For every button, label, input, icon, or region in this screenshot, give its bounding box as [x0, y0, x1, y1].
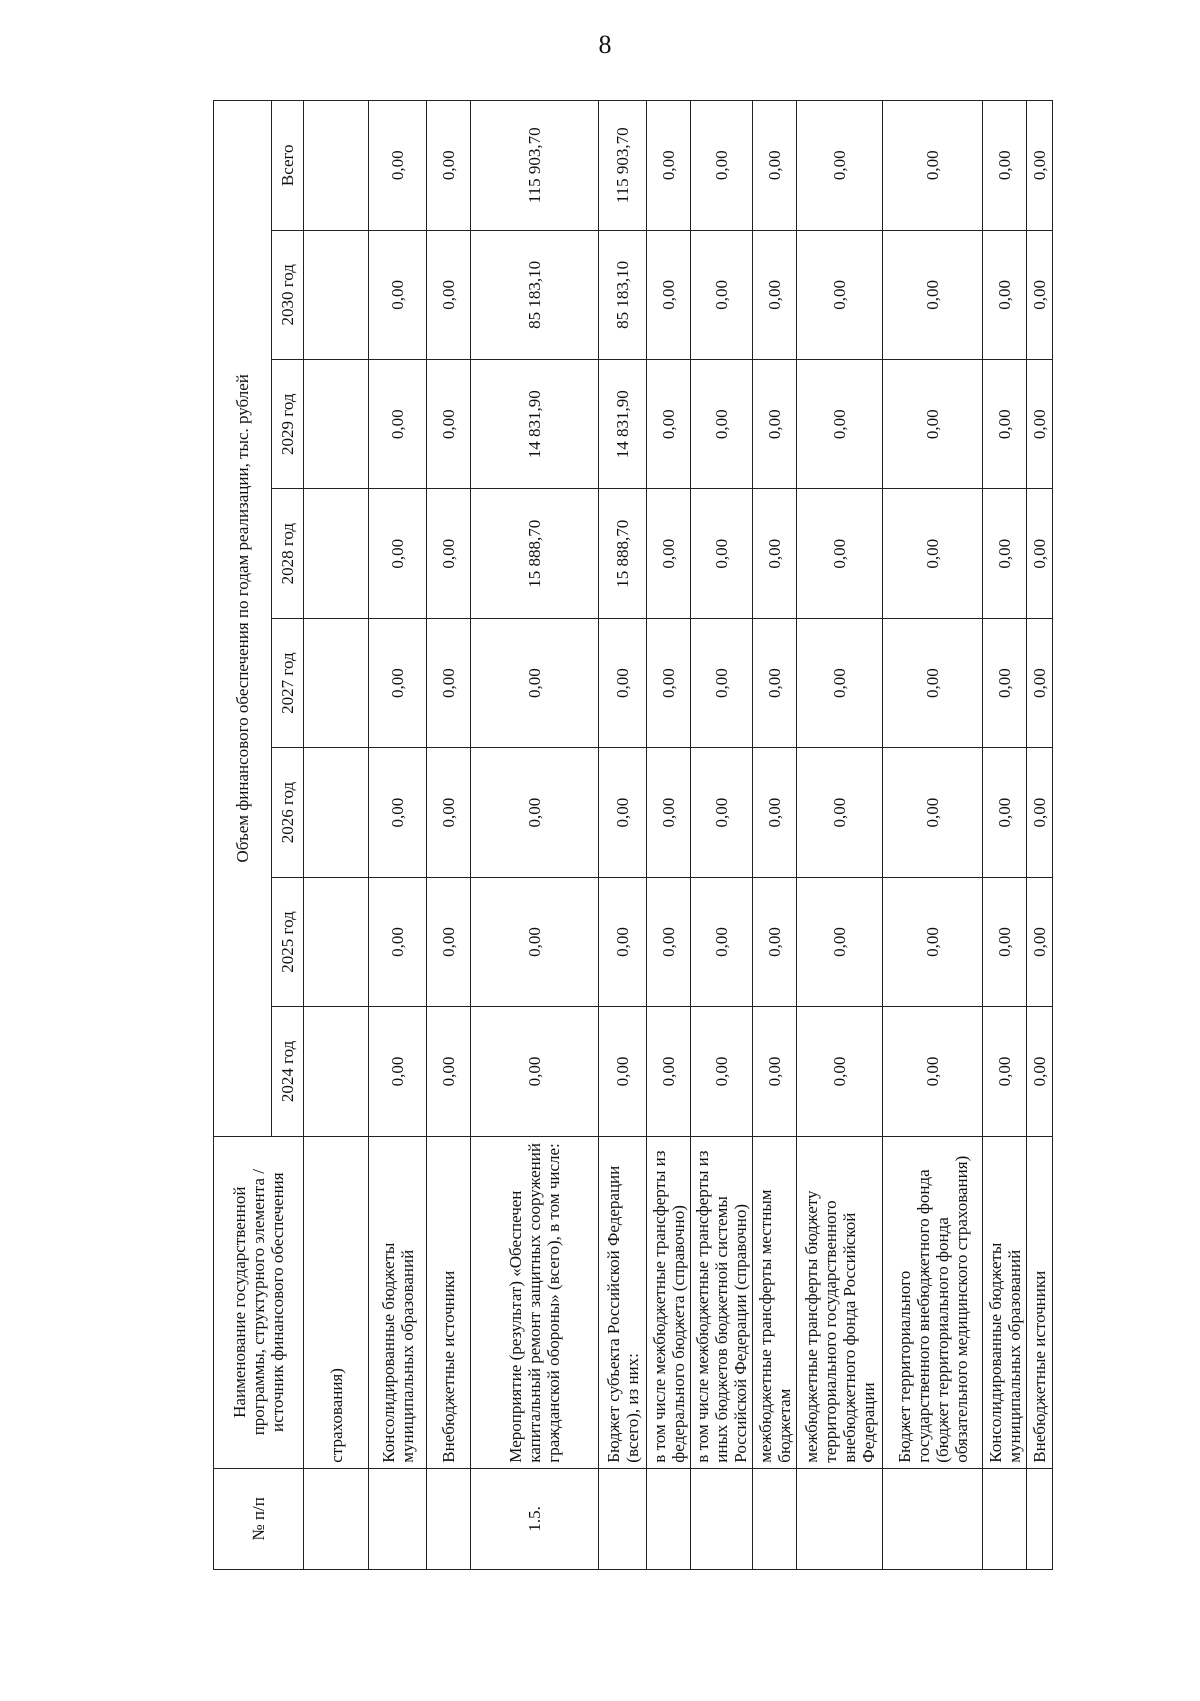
value-cell: 0,00 [1027, 489, 1053, 618]
value-cell: 0,00 [983, 748, 1027, 877]
table-row [1027, 101, 1053, 1570]
value-cell: 0,00 [1027, 1007, 1053, 1136]
row-number [369, 1468, 427, 1569]
value-cell: 0,00 [427, 360, 471, 489]
value-cell: 0,00 [983, 230, 1027, 359]
value-cell: 0,00 [983, 360, 1027, 489]
value-cell: 0,00 [647, 1007, 691, 1136]
row-number [691, 1468, 753, 1569]
value-cell-total: 0,00 [369, 101, 427, 231]
value-cell-total: 115 903,70 [471, 101, 599, 231]
value-cell: 0,00 [691, 748, 753, 877]
value-cell: 0,00 [691, 360, 753, 489]
value-cell: 0,00 [369, 748, 427, 877]
row-name: Консолидированные бюджеты муниципальных образований [369, 1136, 427, 1468]
value-cell: 0,00 [1027, 748, 1053, 877]
row-name: Бюджет субъекта Российской Федерации (всего), из них: [599, 1136, 647, 1468]
value-cell: 0,00 [369, 489, 427, 618]
row-number [983, 1468, 1027, 1569]
row-number [797, 1468, 883, 1569]
row-number: 1.5. [471, 1468, 599, 1569]
value-cell: 0,00 [1027, 618, 1053, 747]
row-number [883, 1468, 983, 1569]
row-name: страхования) [304, 1136, 369, 1468]
value-cell: 0,00 [753, 230, 797, 359]
value-cell: 0,00 [599, 618, 647, 747]
row-number [427, 1468, 471, 1569]
header-year: 2025 год [272, 877, 304, 1006]
value-cell: 0,00 [753, 360, 797, 489]
value-cell: 0,00 [691, 618, 753, 747]
value-cell: 0,00 [753, 489, 797, 618]
value-cell: 0,00 [471, 748, 599, 877]
value-cell: 0,00 [983, 618, 1027, 747]
value-cell: 0,00 [471, 1007, 599, 1136]
value-cell: 85 183,10 [599, 230, 647, 359]
value-cell: 0,00 [369, 360, 427, 489]
table-body [304, 101, 1053, 1570]
page-number: 8 [598, 30, 612, 59]
row-name: межбюджетные трансферты бюджету территориального государственного внебюджетного фонда Российской Федерации [797, 1136, 883, 1468]
table-row [691, 101, 753, 1570]
value-cell: 0,00 [883, 1007, 983, 1136]
value-cell: 0,00 [427, 877, 471, 1006]
row-name: Консолидированные бюджеты муниципальных образований [983, 1136, 1027, 1468]
value-cell: 0,00 [797, 1007, 883, 1136]
value-cell [304, 1007, 369, 1136]
value-cell: 0,00 [797, 618, 883, 747]
table-row [471, 101, 599, 1570]
value-cell: 0,00 [599, 748, 647, 877]
value-cell-total: 0,00 [691, 101, 753, 231]
value-cell: 0,00 [369, 1007, 427, 1136]
row-name: межбюджетные трансферты местным бюджетам [753, 1136, 797, 1468]
value-cell: 0,00 [1027, 230, 1053, 359]
table-row [797, 101, 883, 1570]
value-cell: 0,00 [883, 489, 983, 618]
value-cell [304, 360, 369, 489]
header-year: 2028 год [272, 489, 304, 618]
row-number [304, 1468, 369, 1569]
value-cell: 0,00 [427, 489, 471, 618]
value-cell-total: 0,00 [427, 101, 471, 231]
value-cell: 0,00 [797, 489, 883, 618]
value-cell: 0,00 [983, 489, 1027, 618]
value-cell: 0,00 [753, 618, 797, 747]
table-row [883, 101, 983, 1570]
header-volume: Объем финансового обеспечения по годам реализации, тыс. рублей [214, 101, 272, 1137]
value-cell: 0,00 [1027, 360, 1053, 489]
header-year: 2029 год [272, 360, 304, 489]
value-cell: 14 831,90 [471, 360, 599, 489]
value-cell: 0,00 [691, 877, 753, 1006]
value-cell: 0,00 [427, 748, 471, 877]
value-cell: 0,00 [647, 618, 691, 747]
table-row [647, 101, 691, 1570]
value-cell: 0,00 [427, 1007, 471, 1136]
row-number [647, 1468, 691, 1569]
value-cell: 0,00 [983, 877, 1027, 1006]
value-cell: 0,00 [647, 748, 691, 877]
table-row [599, 101, 647, 1570]
value-cell: 0,00 [647, 489, 691, 618]
value-cell: 0,00 [883, 748, 983, 877]
value-cell: 0,00 [753, 748, 797, 877]
value-cell-total: 0,00 [797, 101, 883, 231]
row-name: в том числе межбюджетные трансферты из иных бюджетов бюджетной системы Российской Федерации (справочно) [691, 1136, 753, 1468]
rotated-table-container [213, 100, 1143, 1570]
value-cell: 0,00 [797, 360, 883, 489]
table-row [427, 101, 471, 1570]
value-cell: 0,00 [427, 230, 471, 359]
header-year: 2030 год [272, 230, 304, 359]
value-cell: 15 888,70 [471, 489, 599, 618]
value-cell: 0,00 [471, 618, 599, 747]
row-name: в том числе межбюджетные трансферты из федерального бюджета (справочно) [647, 1136, 691, 1468]
value-cell-total: 0,00 [883, 101, 983, 231]
row-name: Внебюджетные источники [427, 1136, 471, 1468]
value-cell [304, 748, 369, 877]
header-year: 2027 год [272, 618, 304, 747]
value-cell: 0,00 [647, 360, 691, 489]
value-cell: 15 888,70 [599, 489, 647, 618]
value-cell: 0,00 [983, 1007, 1027, 1136]
value-cell: 0,00 [753, 877, 797, 1006]
value-cell-total: 0,00 [753, 101, 797, 231]
table-row [983, 101, 1027, 1570]
value-cell: 0,00 [427, 618, 471, 747]
value-cell [304, 877, 369, 1006]
header-name: Наименование государственной программы, структурного элемента / источник финансового обеспечения [214, 1136, 304, 1468]
table-row [369, 101, 427, 1570]
value-cell: 0,00 [753, 1007, 797, 1136]
value-cell: 0,00 [691, 1007, 753, 1136]
value-cell: 0,00 [883, 618, 983, 747]
value-cell: 0,00 [647, 877, 691, 1006]
value-cell-total: 115 903,70 [599, 101, 647, 231]
header-total: Всего [272, 101, 304, 231]
value-cell: 0,00 [369, 877, 427, 1006]
row-name: Внебюджетные источники [1027, 1136, 1053, 1468]
table-row [753, 101, 797, 1570]
header-year: 2026 год [272, 748, 304, 877]
value-cell: 85 183,10 [471, 230, 599, 359]
header-num: № п/п [214, 1468, 304, 1569]
row-number [753, 1468, 797, 1569]
value-cell-total: 0,00 [983, 101, 1027, 231]
row-number [1027, 1468, 1053, 1569]
value-cell: 0,00 [691, 230, 753, 359]
value-cell: 0,00 [797, 748, 883, 877]
row-number [599, 1468, 647, 1569]
value-cell: 0,00 [691, 489, 753, 618]
value-cell: 0,00 [369, 618, 427, 747]
value-cell: 0,00 [471, 877, 599, 1006]
value-cell-total [304, 101, 369, 231]
budget-table [213, 100, 1053, 1570]
value-cell: 0,00 [599, 1007, 647, 1136]
value-cell: 0,00 [369, 230, 427, 359]
value-cell: 0,00 [883, 230, 983, 359]
value-cell: 14 831,90 [599, 360, 647, 489]
value-cell-total: 0,00 [1027, 101, 1053, 231]
value-cell: 0,00 [797, 877, 883, 1006]
value-cell: 0,00 [599, 877, 647, 1006]
value-cell: 0,00 [797, 230, 883, 359]
value-cell [304, 489, 369, 618]
value-cell [304, 618, 369, 747]
value-cell [304, 230, 369, 359]
row-name: Мероприятие (результат) «Обеспечен капитальный ремонт защитных сооружений гражданской обороны» (всего), в том числе: [471, 1136, 599, 1468]
row-name: Бюджет территориального государственного внебюджетного фонда (бюджет территориального фонда обязательного медицинского страхования) [883, 1136, 983, 1468]
value-cell: 0,00 [647, 230, 691, 359]
header-year: 2024 год [272, 1007, 304, 1136]
value-cell: 0,00 [1027, 877, 1053, 1006]
table-row [304, 101, 369, 1570]
value-cell: 0,00 [883, 877, 983, 1006]
value-cell-total: 0,00 [647, 101, 691, 231]
value-cell: 0,00 [883, 360, 983, 489]
